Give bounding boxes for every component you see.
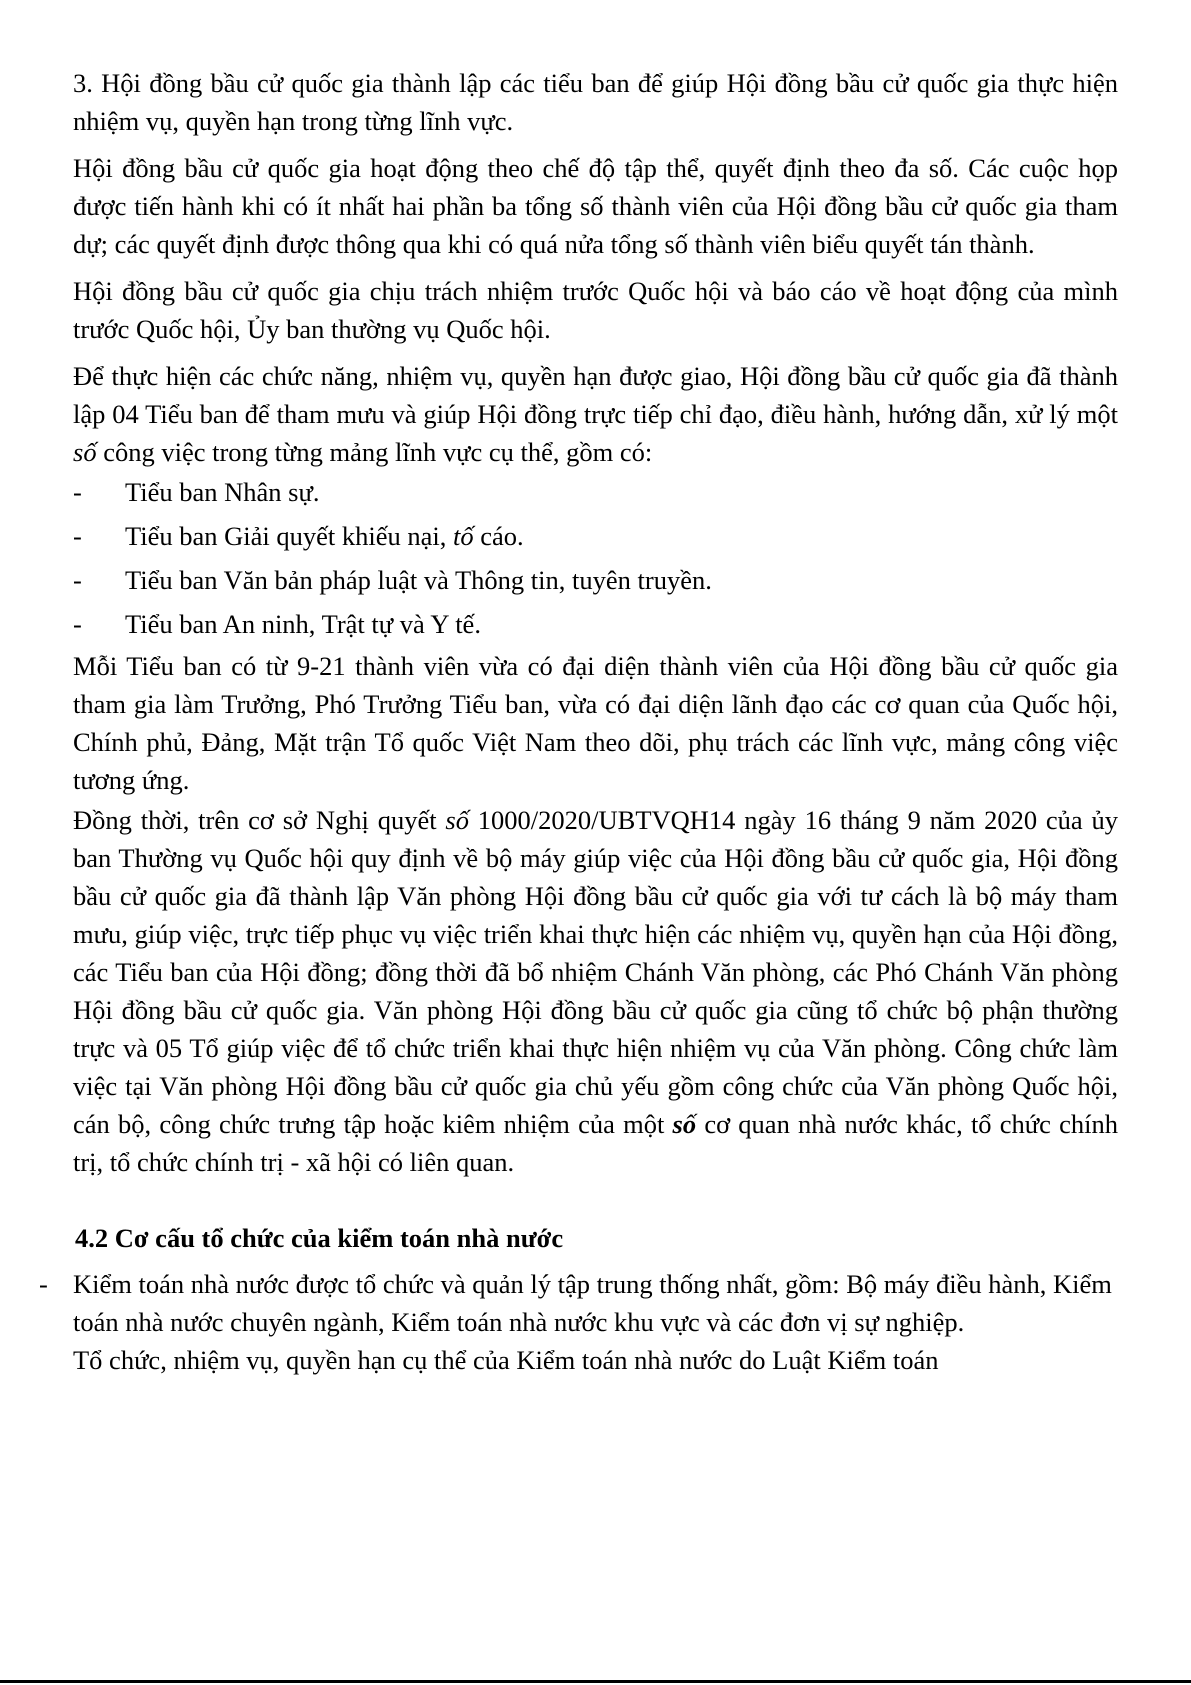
list-dash: -	[73, 521, 82, 551]
paragraph-4	[73, 357, 1118, 471]
paragraph-4-italic: số	[73, 437, 97, 467]
list-item-text-b: cáo.	[473, 521, 524, 551]
paragraph-1: 3. Hội đồng bầu cử quốc gia thành lập các tiểu ban để giúp Hội đồng bầu cử quốc gia thực hiện nhiệm vụ, quyền hạn trong từng lĩnh vực.	[73, 68, 1118, 136]
paragraph-6-text-c: cơ quan nhà nước khác, tổ chức chính trị, tổ chức chính trị - xã hội có liên quan.	[73, 1109, 1118, 1177]
section-continuation-text: Tổ chức, nhiệm vụ, quyền hạn cụ thể của Kiểm toán nhà nước do Luật Kiểm toán	[73, 1345, 939, 1375]
paragraph-6	[73, 801, 1118, 1181]
list-item-italic: tố	[453, 521, 474, 551]
list-dash: -	[73, 565, 82, 595]
document-page	[39, 64, 1118, 1379]
paragraph-5: Mỗi Tiểu ban có từ 9-21 thành viên vừa có đại diện thành viên của Hội đồng bầu cử quốc gia tham gia làm Trưởng, Phó Trưởng Tiểu ban, vừa có đại diện lãnh đạo các cơ quan của Quốc hội, Chính phủ, Đảng, Mặt trận Tổ quốc Việt Nam theo dõi, phụ trách các lĩnh vực, mảng công việc tương ứng.	[73, 651, 1118, 795]
list-item-text-a: Tiểu ban Giải quyết khiếu nại,	[125, 521, 454, 551]
paragraph-4-text-b: công việc trong từng mảng lĩnh vực cụ thể, gồm có:	[96, 437, 653, 467]
list-item	[73, 561, 1118, 599]
page-bottom-rule	[0, 1680, 1191, 1683]
section-bullet-body	[73, 1265, 1118, 1379]
section-dash: -	[39, 1269, 48, 1299]
paragraph-6-text-b: 1000/2020/UBTVQH14 ngày 16 tháng 9 năm 2020 của ủy ban Thường vụ Quốc hội quy định về bộ máy giúp việc của Hội đồng bầu cử quốc gia, Hội đồng bầu cử quốc gia đã thành lập Văn phòng Hội đồng bầu cử quốc gia với tư cách là bộ máy tham mưu, giúp việc, trực tiếp phục vụ việc triển khai thực hiện các nhiệm vụ, quyền hạn của Hội đồng, các Tiểu ban của Hội đồng; đồng thời đã bổ nhiệm Chánh Văn phòng, các Phó Chánh Văn phòng Hội đồng bầu cử quốc gia. Văn phòng Hội đồng bầu cử quốc gia cũng tổ chức bộ phận thường trực và 05 Tổ giúp việc để tổ chức triển khai thực hiện nhiệm vụ của Văn phòng. Công chức làm việc tại Văn phòng Hội đồng bầu cử quốc gia chủ yếu gồm công chức của Văn phòng Quốc hội, cán bộ, công chức trưng tập hoặc kiêm nhiệm của một	[73, 805, 1118, 1139]
paragraph-6-bold-italic: số	[672, 1109, 697, 1139]
list-item-text	[125, 517, 524, 555]
list-item-text: Tiểu ban Văn bản pháp luật và Thông tin, tuyên truyền.	[125, 565, 712, 595]
list-dash: -	[73, 477, 82, 507]
section-heading: 4.2 Cơ cấu tổ chức của kiểm toán nhà nước	[75, 1223, 564, 1253]
paragraph-6-italic: số	[445, 805, 469, 835]
paragraph-6-text-a: Đồng thời, trên cơ sở Nghị quyết	[73, 805, 446, 835]
paragraph-2: Hội đồng bầu cử quốc gia hoạt động theo chế độ tập thể, quyết định theo đa số. Các cuộc họp được tiến hành khi có ít nhất hai phần ba tổng số thành viên của Hội đồng bầu cử quốc gia tham dự; các quyết định được thông qua khi có quá nửa tổng số thành viên biểu quyết tán thành.	[73, 153, 1118, 259]
list-item-text: Tiểu ban Nhân sự.	[125, 477, 320, 507]
list-item	[73, 517, 1118, 555]
section-bullet	[35, 1265, 1118, 1379]
list-item	[73, 473, 1118, 511]
paragraph-3: Hội đồng bầu cử quốc gia chịu trách nhiệm trước Quốc hội và báo cáo về hoạt động của mình trước Quốc hội, Ủy ban thường vụ Quốc hội.	[73, 276, 1118, 344]
list-dash: -	[73, 609, 82, 639]
list-item-text: Tiểu ban An ninh, Trật tự và Y tế.	[125, 609, 481, 639]
list-item	[73, 605, 1118, 643]
section-bullet-text: Kiểm toán nhà nước được tổ chức và quản lý tập trung thống nhất, gồm: Bộ máy điều hành, Kiểm toán nhà nước chuyên ngành, Kiểm toán nhà nước khu vực và các đơn vị sự nghiệp.	[73, 1269, 1112, 1337]
paragraph-4-text-a: Để thực hiện các chức năng, nhiệm vụ, quyền hạn được giao, Hội đồng bầu cử quốc gia đã thành lập 04 Tiểu ban để tham mưu và giúp Hội đồng trực tiếp chỉ đạo, điều hành, hướng dẫn, xử lý một	[73, 361, 1118, 429]
